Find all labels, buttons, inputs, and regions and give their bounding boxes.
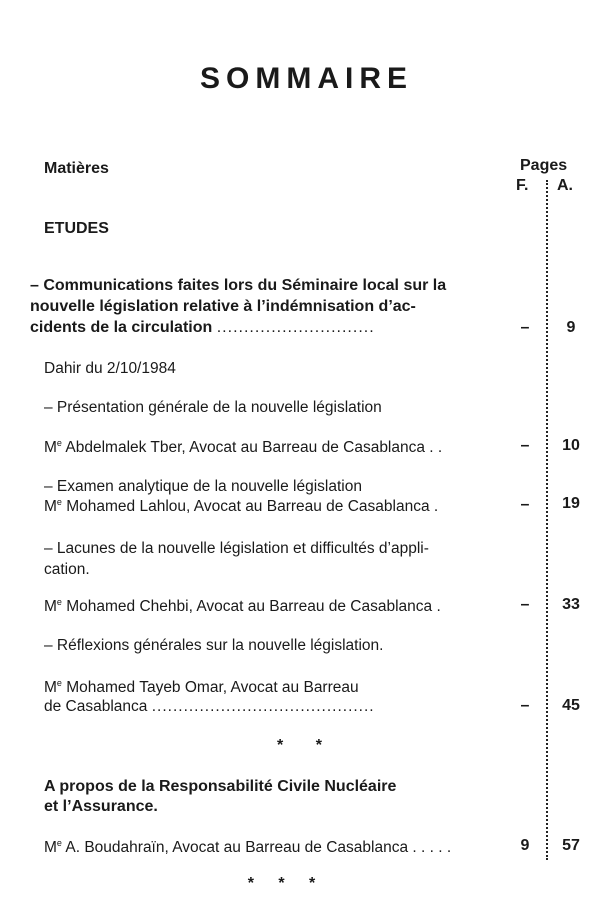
- leader-dots: .............................: [216, 319, 375, 336]
- author-tber: Me Abdelmalek Tber, Avocat au Barreau de Casablanca . .: [44, 438, 443, 456]
- author-omar-1: Me Mohamed Tayeb Omar, Avocat au Barreau: [44, 678, 359, 696]
- topic-lacunes-1: – Lacunes de la nouvelle législation et difficultés d’appli-: [44, 540, 429, 557]
- column-header-matieres: Matières: [44, 160, 109, 177]
- author-omar-2: de Casablanca ..........................................: [44, 698, 375, 715]
- author-boudahrain: Me A. Boudahraïn, Avocat au Barreau de Casablanca . . . . .: [44, 838, 452, 856]
- nuclear-page-f: 9: [520, 837, 530, 854]
- topic-presentation: – Présentation générale de la nouvelle législation: [44, 399, 382, 416]
- author-lahlou: Me Mohamed Lahlou, Avocat au Barreau de Casablanca .: [44, 497, 439, 515]
- chehbi-page-a: 33: [562, 596, 580, 613]
- leader-dots: ..........................................: [151, 698, 375, 715]
- column-header-f: F.: [516, 177, 529, 194]
- nuclear-title-1: A propos de la Responsabilité Civile Nucléaire: [44, 778, 397, 795]
- omar-page-a: 45: [562, 697, 580, 714]
- separator-stars-end: * * *: [247, 875, 326, 892]
- lahlou-page-a: 19: [562, 495, 580, 512]
- dahir-date: Dahir du 2/10/1984: [44, 360, 176, 377]
- topic-reflexions: – Réflexions générales sur la nouvelle législation.: [44, 637, 384, 654]
- intro-page-f: –: [520, 319, 530, 336]
- intro-page-a: 9: [566, 319, 576, 336]
- nuclear-title-2: et l’Assurance.: [44, 798, 158, 815]
- tber-page-a: 10: [562, 437, 580, 454]
- page-title: SOMMAIRE: [200, 62, 413, 95]
- omar-page-f: –: [520, 697, 530, 714]
- chehbi-page-f: –: [520, 596, 530, 613]
- intro-line-1: – Communications faites lors du Séminaire local sur la: [30, 277, 447, 294]
- intro-line-2: nouvelle législation relative à l’indémnisation d’ac-: [30, 298, 416, 315]
- topic-examen: – Examen analytique de la nouvelle législation: [44, 478, 362, 495]
- section-heading: ETUDES: [44, 220, 109, 237]
- intro-line-3: cidents de la circulation .............................: [30, 319, 375, 336]
- separator-stars: * *: [277, 737, 336, 754]
- tber-page-f: –: [520, 437, 530, 454]
- column-header-pages: Pages: [520, 157, 568, 174]
- column-header-a: A.: [557, 177, 573, 194]
- topic-lacunes-2: cation.: [44, 561, 90, 578]
- column-divider: [546, 180, 548, 860]
- nuclear-page-a: 57: [562, 837, 580, 854]
- author-chehbi: Me Mohamed Chehbi, Avocat au Barreau de Casablanca .: [44, 597, 441, 615]
- lahlou-page-f: –: [520, 496, 530, 513]
